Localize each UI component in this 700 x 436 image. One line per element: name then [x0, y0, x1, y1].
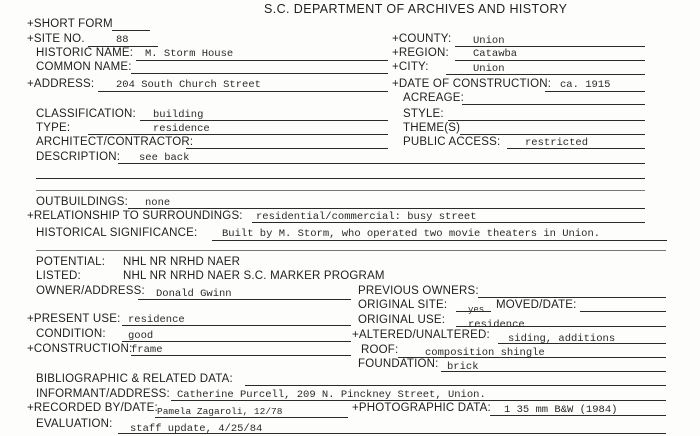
historical-significance-line [212, 240, 667, 241]
classification-line [140, 120, 388, 121]
evaluation-value: staff update, 4/25/84 [130, 423, 263, 435]
type-value: residence [153, 123, 210, 135]
altered-line [498, 343, 666, 344]
bibliographic-label: BIBLIOGRAPHIC & RELATED DATA: [36, 373, 233, 385]
site-no-label: +SITE NO. [27, 33, 85, 45]
moved-date-label: MOVED/DATE: [496, 299, 577, 311]
classification-label: CLASSIFICATION: [36, 108, 136, 120]
evaluation-label: EVALUATION: [36, 418, 113, 430]
site-no-value: 88 [116, 34, 129, 46]
historical-significance-label: HISTORICAL SIGNIFICANCE: [36, 227, 198, 239]
potential-label: POTENTIAL: [36, 256, 106, 268]
architect-line [186, 148, 388, 149]
original-site-line [456, 311, 491, 312]
altered-value: siding, additions [508, 333, 616, 345]
original-site-label: ORIGINAL SITE: [358, 299, 448, 311]
owner-address-value: Donald Gwinn [156, 288, 232, 300]
construction-value: frame [131, 344, 163, 356]
historical-significance-value: Built by M. Storm, who operated two movie theaters in Union. [222, 228, 601, 240]
description-value: see back [139, 152, 190, 164]
evaluation-line [118, 433, 666, 434]
outbuildings-line [128, 208, 645, 209]
original-use-value: residence [468, 319, 525, 331]
altered-label: +ALTERED/UNALTERED: [352, 329, 490, 341]
public-access-value: restricted [525, 137, 589, 149]
county-value: Union [473, 35, 505, 47]
relationship-line [252, 222, 645, 223]
present-use-value: residence [128, 314, 185, 326]
recorded-by-line [155, 417, 348, 418]
form-header: S.C. DEPARTMENT OF ARCHIVES AND HISTORY [264, 2, 568, 16]
description-line-1 [118, 163, 645, 164]
region-line [455, 60, 645, 61]
acreage-line [462, 104, 645, 105]
county-line [455, 46, 645, 47]
potential-options: NHL NR NRHD NAER [123, 256, 241, 268]
description-line-2 [36, 178, 645, 179]
themes-label: THEME(S) [403, 122, 461, 134]
condition-value: good [128, 330, 154, 342]
style-line [448, 120, 645, 121]
relationship-value: residential/commercial: busy street [256, 211, 477, 223]
original-site-value: yes [468, 305, 485, 315]
photographic-line [490, 415, 666, 416]
date-of-construction-line [545, 91, 645, 92]
outbuildings-value: none [145, 197, 171, 209]
relationship-label: +RELATIONSHIP TO SURROUNDINGS: [27, 210, 243, 222]
roof-label: ROOF: [361, 344, 399, 356]
historic-name-label: HISTORIC NAME: [36, 47, 134, 59]
present-use-line [122, 325, 351, 326]
informant-line [171, 400, 666, 401]
condition-label: CONDITION: [36, 328, 106, 340]
owner-address-label: OWNER/ADDRESS: [36, 285, 145, 297]
address-label: +ADDRESS: [27, 78, 95, 90]
classification-value: building [153, 109, 204, 121]
bibliographic-line [245, 385, 666, 386]
previous-owners-label: PREVIOUS OWNERS: [358, 285, 479, 297]
foundation-label: FOUNDATION: [358, 358, 439, 370]
city-line [446, 74, 645, 75]
county-label: +COUNTY: [392, 33, 452, 45]
condition-line [122, 341, 351, 342]
type-label: TYPE: [36, 122, 71, 134]
city-value: Union [473, 63, 505, 75]
photographic-label: +PHOTOGRAPHIC DATA: [352, 402, 491, 414]
city-label: +CITY: [392, 61, 429, 73]
description-label: DESCRIPTION: [36, 151, 121, 163]
roof-value: composition shingle [425, 347, 545, 359]
informant-label: INFORMANT/ADDRESS: [36, 388, 170, 400]
architect-label: ARCHITECT/CONTRACTOR: [36, 136, 194, 148]
listed-label: LISTED: [36, 270, 81, 282]
foundation-line [441, 371, 666, 372]
short-form-line [112, 30, 150, 31]
public-access-line [507, 148, 645, 149]
owner-address-line [138, 299, 351, 300]
foundation-value: brick [447, 361, 479, 373]
outbuildings-label: OUTBUILDINGS: [36, 196, 129, 208]
original-use-line [456, 326, 666, 327]
informant-value: Catherine Purcell, 209 N. Pinckney Street, Union. [177, 389, 486, 401]
construction-label: +CONSTRUCTION: [27, 343, 133, 355]
address-line [98, 91, 388, 92]
style-label: STYLE: [403, 108, 444, 120]
original-use-label: ORIGINAL USE: [358, 314, 446, 326]
public-access-label: PUBLIC ACCESS: [403, 136, 501, 148]
historic-name-line [136, 60, 388, 61]
construction-line [131, 355, 351, 356]
short-form-label: +SHORT FORM [27, 18, 113, 30]
previous-owners-line [478, 297, 666, 298]
recorded-by-value: Pamela Zagaroli, 12/78 [157, 406, 283, 417]
region-label: +REGION: [392, 47, 449, 59]
type-line [88, 134, 388, 135]
listed-options: NHL NR NRHD NAER S.C. MARKER PROGRAM [123, 270, 385, 282]
date-of-construction-label: +DATE OF CONSTRUCTION: [392, 78, 552, 90]
date-of-construction-value: ca. 1915 [560, 79, 611, 91]
address-value: 204 South Church Street [116, 79, 261, 91]
section-divider-1 [36, 190, 645, 191]
region-value: Catawba [473, 48, 518, 60]
common-name-label: COMMON NAME: [36, 61, 132, 73]
themes-line [460, 134, 645, 135]
moved-date-line [580, 311, 666, 312]
photographic-value: 1 35 mm B&W (1984) [504, 404, 618, 416]
acreage-label: ACREAGE: [403, 92, 465, 104]
common-name-line [131, 73, 388, 74]
present-use-label: +PRESENT USE: [27, 313, 121, 325]
recorded-by-label: +RECORDED BY/DATE: [27, 402, 158, 414]
section-divider-2 [36, 250, 666, 251]
historic-name-value: M. Storm House [145, 48, 234, 60]
